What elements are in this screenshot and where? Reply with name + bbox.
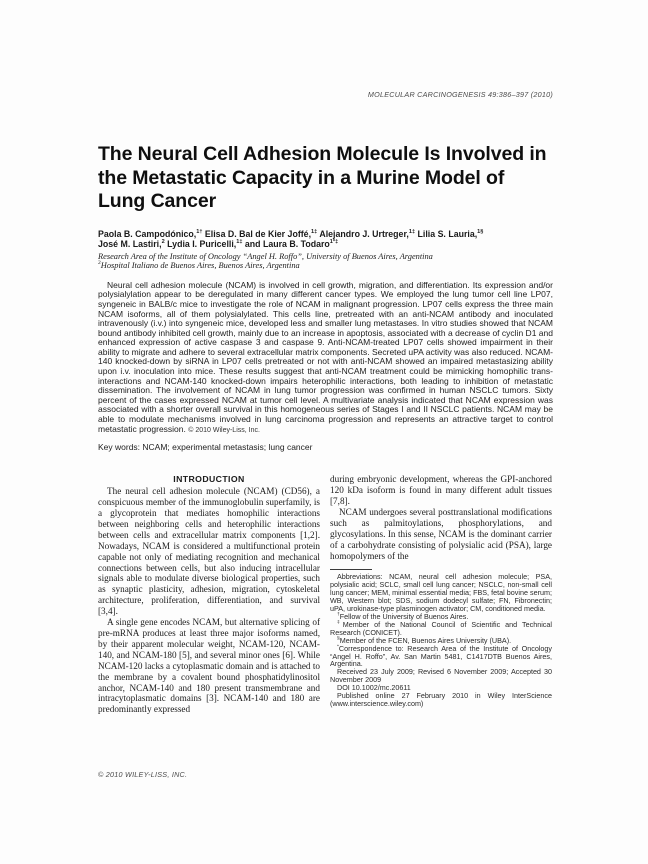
- author-affil-marker: 2: [161, 238, 165, 245]
- right-column-paragraphs: [330, 474, 552, 561]
- left-column: [98, 474, 320, 715]
- footnote-block: [330, 569, 552, 707]
- keywords-line: Key words: NCAM; experimental metastasis; lung cancer: [98, 442, 313, 453]
- author-affil-marker: 1†: [196, 228, 203, 235]
- article-title-line: The Neural Cell Adhesion Molecule Is Involved in: [98, 143, 547, 165]
- journal-reference: MOLECULAR CARCINOGENESIS 49:386–397 (2010): [367, 90, 553, 99]
- affiliation-line: $^2$Hospital Italiano de Buenos Aires, Buenos Aires, Argentina: [98, 260, 300, 271]
- article-title-line: the Metastatic Capacity in a Murine Model of: [98, 166, 505, 189]
- footnote-rule: [330, 569, 372, 570]
- footnote: †Fellow of the University of Buenos Aires.: [337, 612, 469, 621]
- two-column-body: [98, 474, 553, 715]
- author-affil-marker: 1§: [477, 228, 484, 235]
- body-paragraph: NCAM undergoes several posttranslational modifications such as palmitoylations, phosphorylations, and glycosylations. In this sense, NCAM is the dominant carrier of a carbohydrate consisting of polysialic acid (PSA), large homopolymers of the: [330, 506, 552, 561]
- author-affil-marker: 1‡: [311, 228, 318, 235]
- abstract-copyright: © 2010 Wiley-Liss, Inc.: [188, 426, 260, 434]
- author-list: Paola B. Campodónico,$^{1\dagger}$ Elisa D. Bal de Kier Joffé,$^{1\ddagger}$ Alejandro J. Urtreger,$^{1\ddagger}$ Lilia S. Lauria,$^{1\S}$ José M. Lastiri,$^2$ Lydia I. Puricelli,$^{1\ddagger}$ and Laura B. Todaro$^{1*\ddagger}$: [98, 228, 484, 249]
- footnote-items: [330, 573, 552, 707]
- footnote: §Member of the FCEN, Buenos Aires University (UBA).: [337, 635, 512, 645]
- page-copyright: © 2010 WILEY-LISS, INC.: [98, 770, 188, 779]
- author-affil-marker: 1*‡: [329, 238, 339, 245]
- abstract-text: Neural cell adhesion molecule (NCAM) is involved in cell growth, migration, and differentiation. Its expression and/or polysialylation appear to be deregulated in many different cancer types. We employed the lung tumor cell line LP07, syngeneic in BALB/c mice to investigate the role of NCAM in malignant progression. LP07 cells express the three main NCAM isoforms, all of them polysialylated. This cells line, pretreated with an anti-NCAM antibody and inoculated intravenously (i.v.) into syngeneic mice, developed less and smaller lung metastases. In vitro studies showed that NCAM bound antibody inhibited cell growth, mainly due to an increase in apoptosis, associated with a decrease of cyclin D1 and enhanced expression of active caspase 3 and caspase 9. Anti-NCAM-treated LP07 cells showed impairment in their ability to migrate and adhere to several extracellular matrix components. Secreted uPA activity was also reduced. NCAM-140 knocked-down by siRNA in LP07 cells pretreated or not with anti-NCAM showed an impaired metastasizing ability upon i.v. inoculation into mice. These results suggest that anti-NCAM treatment could be mimicking homophilic trans-interactions and NCAM-140 knocked-down impairs heterophilic interactions, both leading to inhibition of metastatic dissemination. The involvement of NCAM in lung tumor progression was confirmed in human NSCLC tumors. Sixty percent of the cases expressed NCAM at tumor cell level. A multivariate analysis indicated that NCAM expression was associated with a shorter overall survival in this homogeneous series of Stages I and II NSCLC patients. NCAM may be able to modulate mechanisms involved in lung carcinoma progression and represents an attractive target to control metastatic progression.: [98, 279, 553, 434]
- body-paragraph: The neural cell adhesion molecule (NCAM) (CD56), a conspicuous member of the immunoglobulin superfamily, is a glycoprotein that mediates homophilic interactions between neighboring cells and heterophilic interactions between cells and extracellular matrix components [1,2]. Nowadays, NCAM is considered a multifunctional protein capable not only of mediating recognition and mechanical connections between cells, but also inducing intracellular signals able to modulate diverse biological properties, such as synaptic plasticity, adhesion, migration, cytoskeletal architecture, proliferation, differentiation, and survival [3,4].: [98, 486, 320, 617]
- author-affil-marker: 1‡: [236, 238, 243, 245]
- footnote: ‡Member of the National Council of Scientific and Technical Research (CONICET).: [330, 619, 552, 637]
- article-title: [98, 143, 553, 214]
- left-column-paragraphs: [98, 486, 320, 715]
- introduction-heading: INTRODUCTION: [173, 474, 245, 485]
- body-paragraph: A single gene encodes NCAM, but alternative splicing of pre-mRNA produces at least three major isoforms named, by their apparent molecular weight, NCAM-120, NCAM-140, and NCAM-180 [5], and several minor ones [6]. While NCAM-120 lacks a cytoplasmatic domain and is attached to the membrane by a covalent bound phosphatidylinositol anchor, NCAM-140 and 180 present transmembrane and intracytoplasmatic domains [3]. NCAM-140 and 180 are predominantly expressed: [98, 617, 320, 715]
- footnote: Received 23 July 2009; Revised 6 November 2009; Accepted 30 November 2009: [330, 667, 552, 685]
- author-affil-marker: 1‡: [408, 228, 416, 235]
- article-title-line: Lung Cancer: [98, 190, 217, 212]
- abstract: [98, 281, 553, 436]
- footnote: Published online 27 February 2010 in Wiley InterScience (www.interscience.wiley.com): [330, 691, 552, 708]
- footnote: DOI 10.1002/mc.20611: [337, 683, 411, 693]
- right-column: [330, 474, 552, 715]
- footnote: *Correspondence to: Research Area of the Institute of Oncology “Angel H. Roffo”, Av. San Martin 5481, C1417DTB Buenos Aires, Argentina.: [330, 643, 552, 669]
- footnote: Abbreviations: NCAM, neural cell adhesion molecule; PSA, polysialic acid; SCLC, small cell lung cancer; NSCLC, non-small cell lung cancer; MEM, minimal essential media; FBS, fetal bovine serum; WB, Western blot; SDS, sodium dodecyl sulfate; FN, Fibronectin; uPA, urokinase-type plasminogen activator; CM, conditioned media.: [330, 572, 552, 614]
- body-paragraph: during embryonic development, whereas the GPI-anchored 120 kDa isoform is found in many different adult tissues [7,8].: [330, 474, 552, 507]
- affiliation-line: Research Area of the Institute of Oncology “Angel H. Roffo”, University of Buenos Aires, Argentina: [98, 251, 433, 261]
- affiliation-list: [98, 252, 553, 271]
